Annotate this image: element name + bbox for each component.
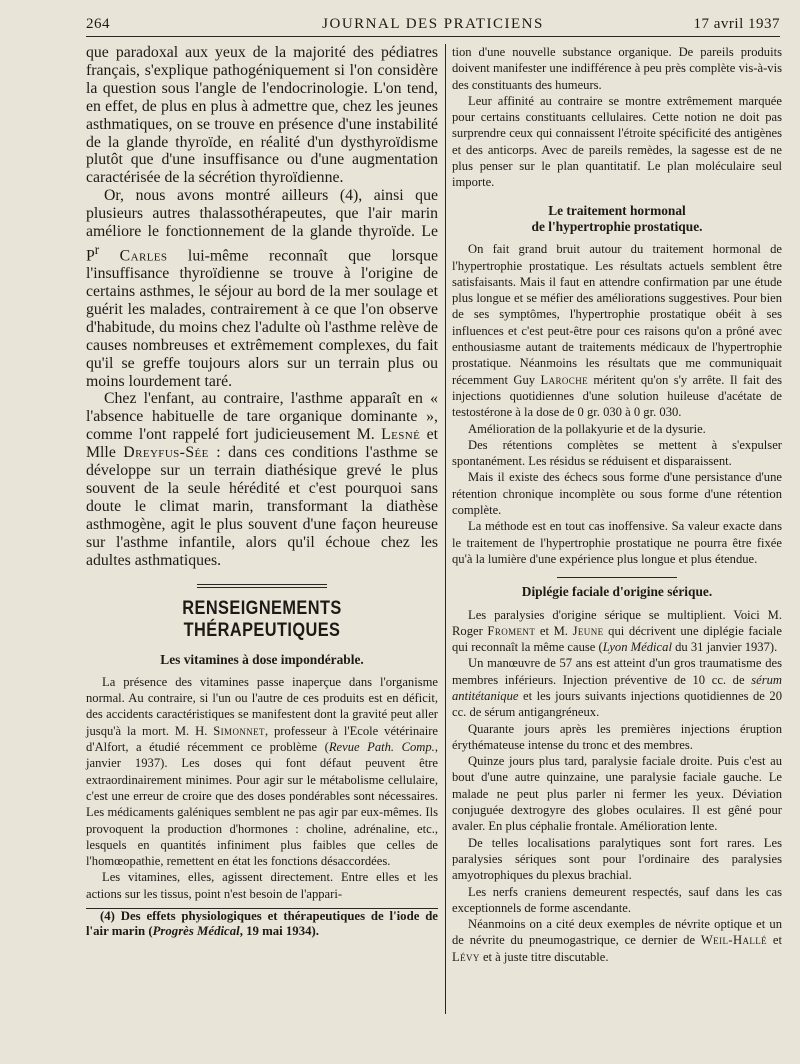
column-divider — [445, 44, 446, 1014]
journal-title: JOURNAL DES PRATICIENS — [322, 16, 544, 32]
article-paragraph: Leur affinité au contraire se montre extrêmement marquée pour certains constituants cellulaires. Cette notion ne doit pas surprendre ceux qui connaissent l'étroite spécificité des antigènes et des anticorps. Avec de pareils remèdes, la sagesse est de ne plus penser sur le plan quantitatif. Le plan moléculaire seul importe. — [452, 93, 782, 190]
italic-term: sérum antitétanique — [452, 672, 782, 703]
article-paragraph: Des rétentions complètes se mettent à s'expulser spontanément. Les résidus se réduisent et disparaissent. — [452, 437, 782, 469]
author-name: Froment — [487, 623, 536, 638]
article-paragraph: Néanmoins on a cité deux exemples de névrite optique et un de névrite du pneumogastrique, ce dernier de Weil-Hallé et Lévy et à juste titre discutable. — [452, 917, 782, 964]
author-name: Simonnet — [213, 723, 265, 738]
article-paragraph: Les nerfs craniens demeurent respectés, sauf dans les cas exceptionnels de forme ascendante. — [452, 884, 782, 915]
author-name: Lesné — [381, 426, 421, 444]
article-paragraph: La présence des vitamines passe inaperçue dans l'organisme normal. Au contraire, si l'un ou l'autre de ces produits est en déficit, des accidents caractéristiques se manifestent dont la gravité peut aller jusqu'à la mort. M. H. Simonnet, professeur à l'Ecole vétérinaire d'Alfort, a étudié récemment ce problème (Revue Path. Comp., janvier 1937). Les doses qui font défaut peuvent être extraordinairement minimes. Pour agir sur le métabolisme cellulaire, c'est une erreur de croire que des doses pondérables sont nécessaires. Les médicaments galéniques semblent ne pas agir par eux-mêmes. Ils provoquent la production d'hormones : choline, adrénaline, etc., lesquels en quantités infiniment plus faibles que celles de l'homœopathie, remettent en état les fonctions désaccordées. — [86, 674, 438, 869]
journal-reference: Progrès Médical — [152, 924, 240, 939]
right-column — [452, 44, 782, 1054]
article-paragraph: La méthode est en tout cas inoffensive. Sa valeur exacte dans le traitement de l'hypertrophie prostatique ne pourra être fixée qu'à la lumière d'une expérience plus longue et plus étendue. — [452, 519, 782, 566]
subsection-title: Diplégie faciale d'origine sérique. — [521, 584, 713, 600]
article-paragraph: Quinze jours plus tard, paralysie faciale droite. Puis c'est au bout d'une autre quinzaine, une paralysie faciale gauche. Le malade ne peut plus parler ni fermer les yeux. Déviation conjuguée dextrogyre des globes oculaires. Il est gêné pour avaler. En plus céphalie frontale. Amélioration lente. — [452, 754, 782, 834]
footnote: (4) Des effets physiologiques et thérapeutiques de l'iode de l'air marin (Progrès Médical, 19 mai 1934). — [86, 909, 438, 939]
issue-date: 17 avril 1937 — [693, 16, 780, 32]
article-paragraph: Les vitamines, elles, agissent directement. Entre elles et les actions sur les tissus, point n'est besoin de l'appari- — [86, 870, 438, 901]
page-header — [86, 12, 780, 37]
article-paragraph: Quarante jours après les premières injections éruption érythémateuse intense du tronc et des membres. — [452, 721, 782, 752]
page-number: 264 — [86, 16, 110, 32]
article-paragraph: Mais il existe des échecs sous forme d'une persistance d'une rétention chronique incomplète ou sous forme d'une rétention complète. — [452, 470, 782, 518]
section-separator — [197, 584, 327, 588]
vitamins-article — [86, 652, 438, 902]
author-name: Laroche — [540, 372, 588, 387]
author-name: Lévy — [452, 949, 480, 964]
article-paragraph: Les paralysies d'origine sérique se multiplient. Voici M. Roger Froment et M. Jeune qui décrivent une diplégie faciale qui reconnaît la même cause (Lyon Médical du 31 janvier 1937). — [452, 607, 782, 655]
article-paragraph: Chez l'enfant, au contraire, l'asthme apparaît en « l'absence habituelle de tare organique dominante », comme l'ont rappelé fort judicieusement M. Lesné et Mlle Dreyfus-Sée : dans ces conditions l'asthme se développe sur un terrain diathésique grevé le plus souvent de la seule hérédité et c'est pourquoi sans doute le climat marin, transformant la diathèse asthmogène, agit le plus souvent d'une façon heureuse sur l'asthme infantile, alors qu'il échoue chez les adultes asthmatiques. — [86, 390, 438, 569]
article-paragraph: Amélioration de la pollakyurie et de la dysurie. — [468, 421, 706, 436]
author-name: Weil-Hallé — [700, 933, 768, 948]
section-title: RENSEIGNEMENTS THÉRAPEUTIQUES — [182, 597, 342, 641]
article-paragraph: On fait grand bruit autour du traitement hormonal de l'hypertrophie prostatique. Les résultats actuels semblent être satisfaisants. Mais il faut en attendre confirmation par une étude plus longue et se méfier des améliorations suggestives. Pour bien de ses symptômes, l'hypertrophie prostatique obéit à ses influences et c'est peut-être pour ces raisons qu'on a prôné avec enthousiasme autant de traitements médicaux de l'hypertrophie prostatique. Néanmoins les résultats que me communiquait récemment Guy Laroche méritent qu'on s'y arrête. Il fait des injections quotidiennes d'une solution huileuse d'acétate de testostérone à la dose de 0 gr. 030 à 0 gr. 030. — [452, 242, 782, 420]
subsection-title: Les vitamines à dose impondérable. — [160, 651, 364, 667]
journal-reference: Lyon Médical — [602, 640, 672, 655]
author-name: Jeune — [572, 623, 604, 638]
article-paragraph: De telles localisations paralytiques sont fort rares. Les paralysies sériques sont pour l'ordinaire des paralysies amyotrophiques du plexus brachial. — [452, 835, 782, 883]
section-separator — [557, 577, 677, 578]
author-name: Carles — [119, 247, 168, 265]
journal-reference: Revue Path. Comp. — [328, 740, 435, 755]
article-paragraph: tion d'une nouvelle substance organique. De pareils produits doivent manifester une indifférence à peu près complète vis-à-vis des constituants des humeurs. — [452, 45, 782, 92]
subsection-title: Le traitement hormonal de l'hypertrophie prostatique. — [531, 202, 703, 234]
asthma-article — [86, 44, 438, 570]
article-paragraph: que paradoxal aux yeux de la majorité des pédiatres français, s'explique pathogéniquement si l'on considère la question sous l'angle de l'endocrinologie. L'on tend, en effet, de plus en plus à admettre que, chez les jeunes asthmatiques, on se trouve en présence d'une instabilité de la glande thyroïde, en réalité d'un dysthyroïdisme plutôt que d'une insuffisance ou d'une augmentation caractérisée de la sécrétion thyroïdienne. — [86, 44, 438, 187]
author-name: Dreyfus-Sée — [123, 444, 209, 462]
left-column — [86, 44, 438, 940]
article-paragraph: Or, nous avons montré ailleurs (4), ainsi que plusieurs autres thalassothérapeutes, que l'air marin améliore le fonctionnement de la glande thyroïde. Le $P^r$ Carles lui-même reconnaît que lorsque l'insuffisance thyroïdienne se trouve à l'origine de certains asthmes, le séjour au bord de la mer soulage et guérit les malades, contrairement à ce que l'on observe d'habitude, du moins chez l'adulte où l'asthme relève de causes nombreuses et extrêmement complexes, du fait qu'il se greffe toujours alors sur un terrain plus ou moins lourdement taré. — [86, 187, 438, 390]
article-paragraph: Un manœuvre de 57 ans est atteint d'un gros traumatisme des membres inférieurs. Injection préventive de 10 cc. de sérum antitétanique et les jours suivants injections quotidiennes de 20 cc. de sérum antigangréneux. — [452, 656, 782, 720]
